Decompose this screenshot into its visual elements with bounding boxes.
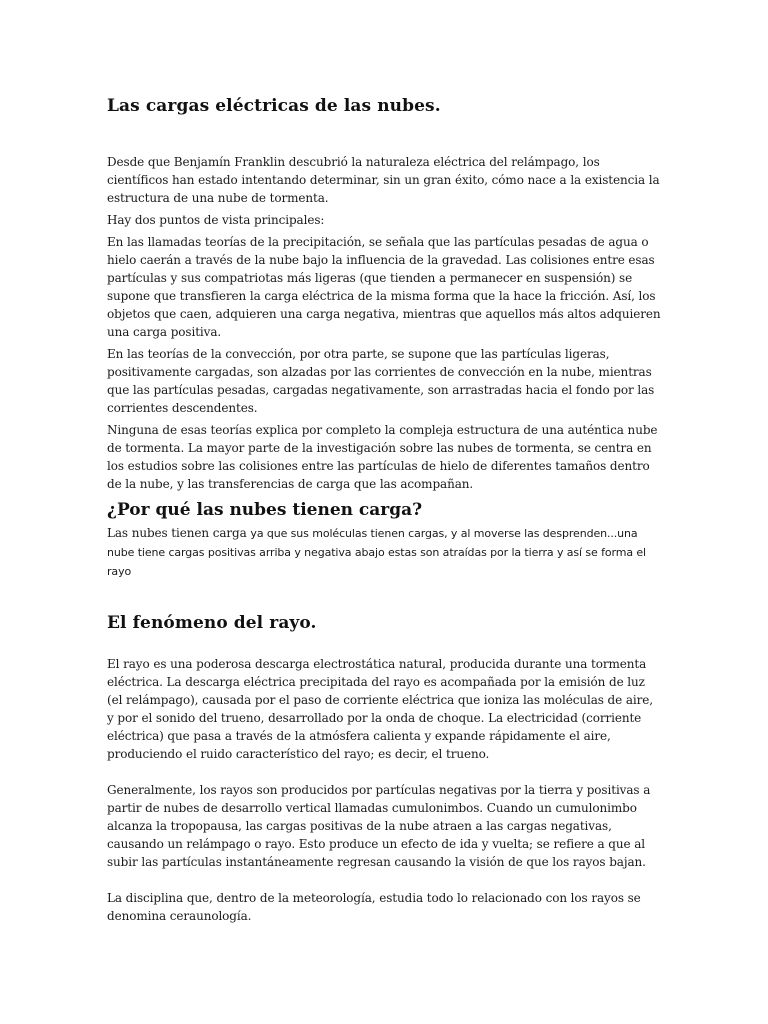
paragraph-intro: Desde que Benjamín Franklin descubrió la naturaleza eléctrica del relámpago, los científicos han estado intentando determinar, sin un gran éxito, cómo nace a la existencia la estructura de una nube de tormenta. [107,155,660,205]
heading-why-clouds-charged: ¿Por qué las nubes tienen carga? [107,500,423,520]
paragraph-neither-theory: Ninguna de esas teorías explica por completo la compleja estructura de una auténtica nube de tormenta. La mayor parte de la investigación sobre las nubes de tormenta, se centra en los estudios sobre las colisiones entre las partículas de hielo de diferentes tamaños dentro de la nube, y las transferencias de carga que las acompañan. [107,423,658,491]
document-content [107,88,663,925]
paragraph-two-views: Hay dos puntos de vista principales: [107,213,325,227]
paragraph-precipitation-theory: En las llamadas teorías de la precipitación, se señala que las partículas pesadas de agua o hielo caerán a través de la nube bajo la influencia de la gravedad. Las colisiones entre esas partículas y sus compatriotas más ligeras (que tienden a permanecer en suspensión) se supone que transfieren la carga eléctrica de la misma forma que la hace la fricción. Así, los objetos que caen, adquieren una carga negativa, mientras que aquellos más altos adquieren una carga positiva. [107,235,661,339]
answer-sans-part: ya que sus moléculas tienen cargas, y al moverse las desprenden...una nube tiene cargas positivas arriba y negativa abajo estas son atraídas por la tierra y así se forma el rayo [107,527,646,578]
paragraph-lightning-definition: El rayo es una poderosa descarga electrostática natural, producida durante una tormenta eléctrica. La descarga eléctrica precipitada del rayo es acompañada por la emisión de luz (el relámpago), causada por el paso de corriente eléctrica que ioniza las moléculas de aire, y por el sonido del trueno, desarrollado por la onda de choque. La electricidad (corriente eléctrica) que pasa a través de la atmósfera calienta y expande rápidamente el aire, produciendo el ruido característico del rayo; es decir, el trueno. [107,657,653,761]
paragraph-lightning-origin: Generalmente, los rayos son producidos por partículas negativas por la tierra y positivas a partir de nubes de desarrollo vertical llamadas cumulonimbos. Cuando un cumulonimbo alcanza la tropopausa, las cargas positivas de la nube atraen a las cargas negativas, causando un relámpago o rayo. Esto produce un efecto de ida y vuelta; se refiere a que al subir las partículas instantáneamente regresan causando la visión de que los rayos bajan. [107,783,651,869]
heading-lightning-phenomenon: El fenómeno del rayo. [107,613,317,633]
paragraph-ceraunology: La disciplina que, dentro de la meteorología, estudia todo lo relacionado con los rayos se denomina ceraunología. [107,891,641,923]
paragraph-convection-theory: En las teorías de la convección, por otra parte, se supone que las partículas ligeras, positivamente cargadas, son alzadas por las corrientes de convección en la nube, mientras que las partículas pesadas, cargadas negativamente, son arrastradas hacia el fondo por las corrientes descendentes. [107,347,655,415]
paragraph-why-answer [107,524,663,581]
answer-serif-part: Las nubes tienen carga [107,526,251,540]
heading-clouds-charges: Las cargas eléctricas de las nubes. [107,96,441,116]
